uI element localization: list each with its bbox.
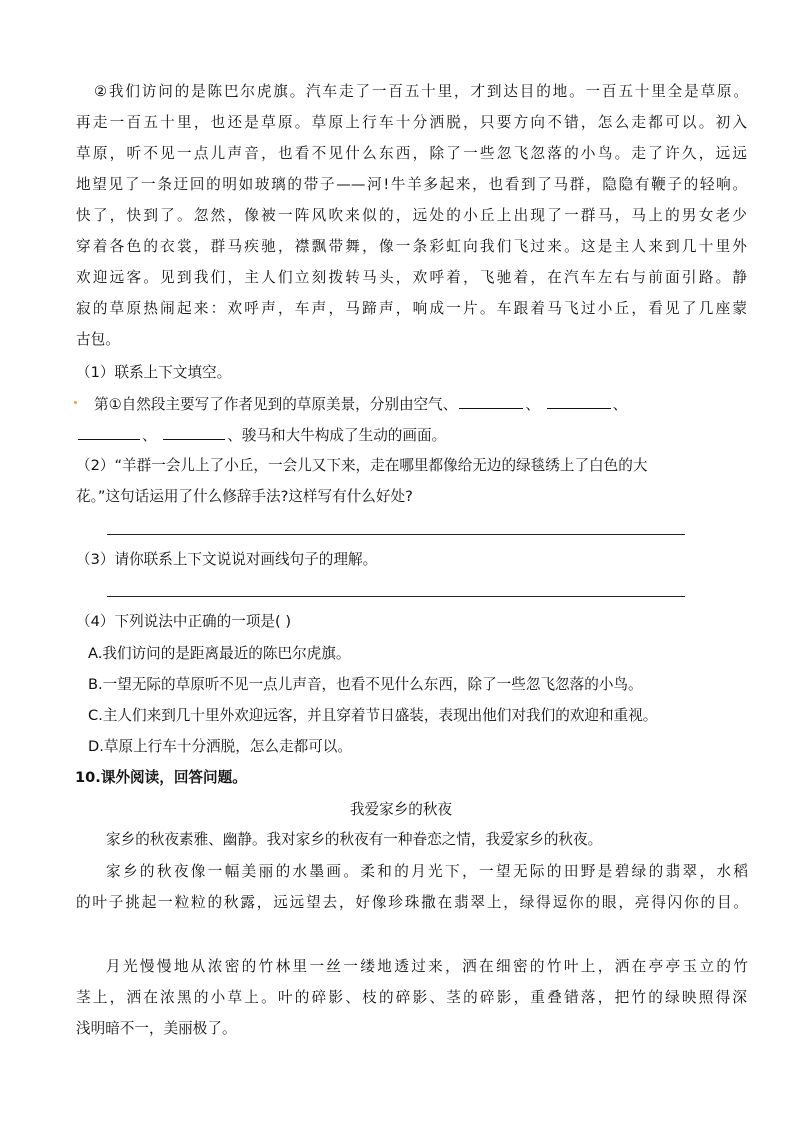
article-paragraph-2-line-1: 家乡的秋夜像一幅美丽的水墨画。柔和的月光下，一望无际的田野是碧绿的翡翠，水稻 [106, 863, 748, 880]
question-1-text-a [94, 394, 744, 416]
passage-line-5: 快了，快到了。忽然，像被一阵风吹来似的，远处的小丘上出现了一群马，马上的男女老少 [76, 207, 747, 224]
blank-sep: 、 [525, 396, 540, 413]
passage-line-6: 穿着各色的衣裳，群马疾驰，襟飘带舞，像一条彩虹向我们飞过来。这是主人来到几十里外 [76, 238, 747, 255]
passage-line-8: 寂的草原热闹起来：欢呼声，车声，马蹄声，响成一片。车跟着马飞过小丘，看见了几座蒙 [76, 300, 747, 317]
blank-2[interactable] [547, 394, 611, 409]
article-paragraph-1: 家乡的秋夜素雅、幽静。我对家乡的秋夜有一种眷恋之情，我爱家乡的秋夜。 [106, 831, 603, 848]
article-paragraph-3-line-3: 浅明暗不一，美丽极了。 [76, 1020, 237, 1037]
article-title: 我爱家乡的秋夜 [349, 801, 453, 818]
answer-line-q3[interactable] [107, 596, 685, 597]
section-10-heading: 10.课外阅读，回答问题。 [75, 769, 247, 786]
article-paragraph-3-line-1: 月光慢慢地从浓密的竹林里一丝一缕地透过来，洒在细密的竹叶上，洒在亭亭玉立的竹 [106, 958, 748, 975]
question-1-label: （1）联系上下文填空。 [76, 364, 232, 381]
question-2-line-2: 花。”这句话运用了什么修辞手法?这样写有什么好处? [76, 488, 413, 505]
question-2-line-1: （2）“羊群一会儿上了小丘，一会儿又下来，走在哪里都像给无边的绿毯绣上了白色的大 [76, 457, 648, 474]
orange-dot-marker [74, 401, 77, 404]
question-1-text-b [76, 425, 726, 447]
passage-line-4: 地望见了一条迂回的明如玻璃的带子——河!牛羊多起来，也看到了马群，隐隐有鞭子的轻响。 [76, 176, 747, 193]
blank-3[interactable] [78, 425, 140, 440]
passage-line-3: 草原，听不见一点儿声音，也看不见什么东西，除了一些忽飞忽落的小鸟。走了许久，远远 [76, 145, 747, 162]
blank-1[interactable] [459, 394, 523, 409]
option-d[interactable]: D.草原上行车十分洒脱，怎么走都可以。 [88, 738, 352, 755]
option-b[interactable]: B.一望无际的草原听不见一点儿声音，也看不见什么东西，除了一些忽飞忽落的小鸟。 [88, 676, 643, 693]
passage-line-2: 再走一百五十里，也还是草原。草原上行车十分洒脱，只要方向不错，怎么走都可以。初入 [76, 114, 747, 131]
question-3-label: （3）请你联系上下文说说对画线句子的理解。 [76, 551, 378, 568]
article-paragraph-2-line-2: 的叶子挑起一粒粒的秋露，远远望去，好像珍珠撒在翡翠上，绿得逗你的眼，亮得闪你的目。 [76, 894, 748, 911]
option-a[interactable]: A.我们访问的是距离最近的陈巴尔虎旗。 [88, 645, 351, 662]
passage-line-1: ②我们访问的是陈巴尔虎旗。汽车走了一百五十里，才到达目的地。一百五十里全是草原。 [94, 83, 748, 100]
option-c[interactable]: C.主人们来到几十里外欢迎远客，并且穿着节日盛装，表现出他们对我们的欢迎和重视。 [88, 707, 658, 724]
blank-sep: 、 [142, 427, 157, 444]
question-1-suffix: 、骏马和大牛构成了生动的画面。 [227, 427, 447, 444]
question-4-label: （4）下列说法中正确的一项是( ) [76, 613, 292, 630]
passage-line-7: 欢迎远客。见到我们，主人们立刻拨转马头，欢呼着，飞驰着，在汽车左右与前面引路。静 [76, 269, 747, 286]
answer-line-q2[interactable] [107, 534, 685, 535]
blank-sep: 、 [612, 396, 628, 413]
passage-line-9: 古包。 [76, 331, 120, 348]
article-paragraph-3-line-2: 茎上，洒在浓黑的小草上。叶的碎影、枝的碎影、茎的碎影，重叠错落，把竹的绿映照得深 [76, 989, 747, 1006]
blank-4[interactable] [163, 425, 225, 440]
question-1-prompt: 第①自然段主要写了作者见到的草原美景，分别由空气、 [94, 396, 458, 413]
